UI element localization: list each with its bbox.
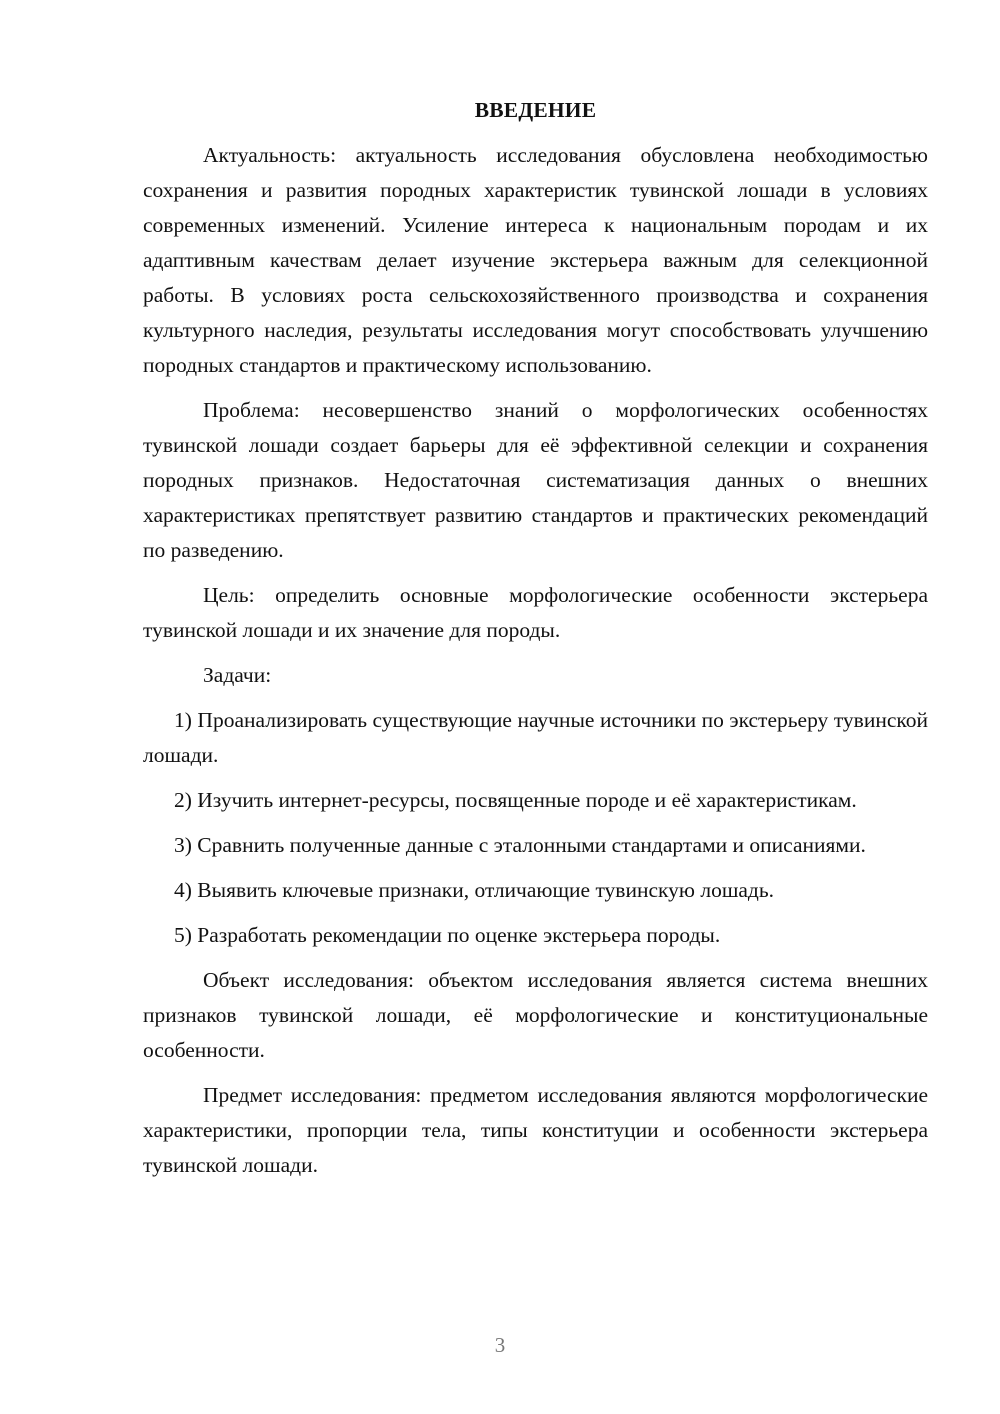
tasks-heading: Задачи:: [203, 663, 272, 687]
page-number: 3: [494, 1333, 506, 1357]
task-item-2: 2) Изучить интернет-ресурсы, посвященные породе и её характеристикам.: [174, 788, 857, 812]
paragraph-problem: Проблема: несовершенство знаний о морфологических особенностях тувинской лошади создает барьеры для её эффективной селекции и сохранения породных признаков. Недостаточная систематизация данных о внешних характеристиках препятствует развитию стандартов и практических рекомендаций по разведению.: [143, 398, 928, 562]
task-item-1: 1) Проанализировать существующие научные источники по экстерьеру тувинской лошади.: [143, 708, 928, 767]
task-item-5: 5) Разработать рекомендации по оценке экстерьера породы.: [174, 923, 721, 947]
paragraph-goal: Цель: определить основные морфологические особенности экстерьера тувинской лошади и их значение для породы.: [143, 583, 928, 642]
paragraph-relevance: Актуальность: актуальность исследования обусловлена необходимостью сохранения и развития породных характеристик тувинской лошади в условиях современных изменений. Усиление интереса к национальным породам и их адаптивным качествам делает изучение экстерьера важным для селекционной работы. В условиях роста сельскохозяйственного производства и сохранения культурного наследия, результаты исследования могут способствовать улучшению породных стандартов и практическому использованию.: [143, 143, 928, 377]
section-title: ВВЕДЕНИЕ: [474, 98, 597, 122]
task-item-4: 4) Выявить ключевые признаки, отличающие тувинскую лошадь.: [174, 878, 775, 902]
document-page: [143, 94, 928, 1193]
paragraph-subject: Предмет исследования: предметом исследования являются морфологические характеристики, пропорции тела, типы конституции и особенности экстерьера тувинской лошади.: [143, 1083, 928, 1177]
paragraph-object: Объект исследования: объектом исследования является система внешних признаков тувинской лошади, её морфологические и конституциональные особенности.: [143, 968, 928, 1062]
task-item-3: 3) Сравнить полученные данные с эталонными стандартами и описаниями.: [174, 833, 866, 857]
